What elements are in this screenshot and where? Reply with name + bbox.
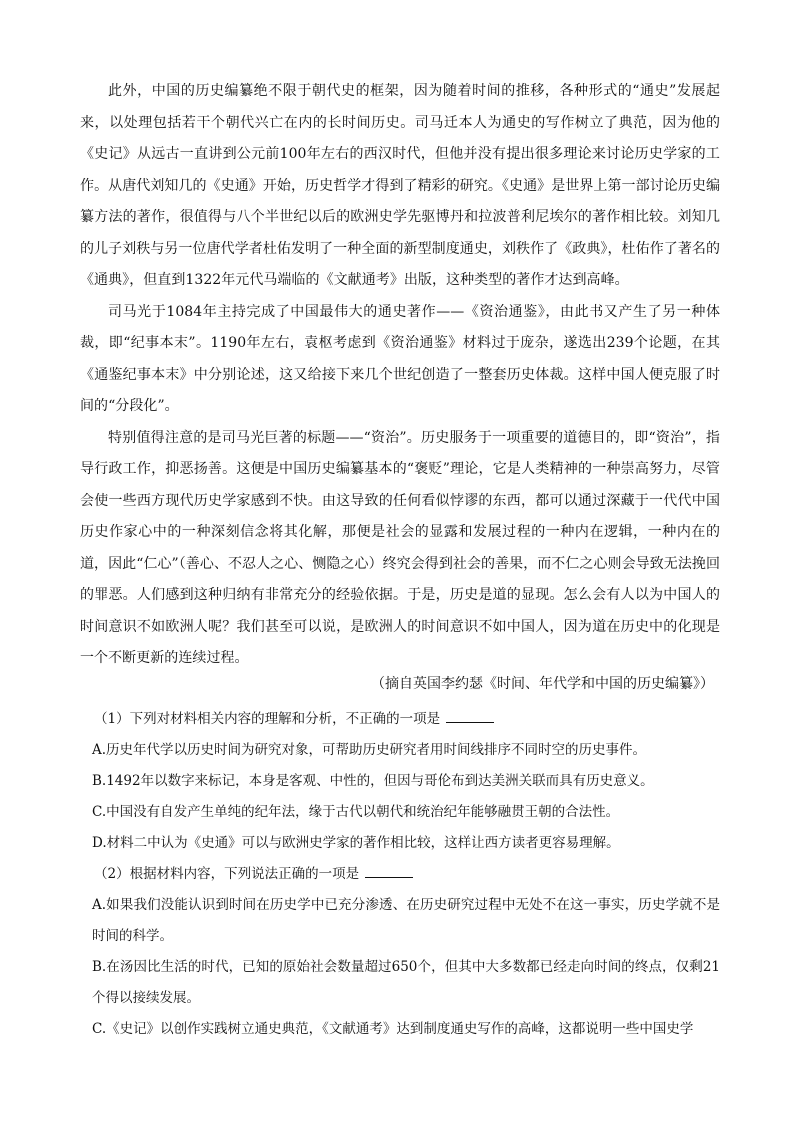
question-1-option-d: D.材料二中认为《史通》可以与欧洲史学家的著作相比较，这样让西方读者更容易理解。 [92,835,620,851]
question-2-option-b: B.在汤因比生活的时代，已知的原始社会数量超过650个，但其中大多数都已经走向时间的终点，仅剩21个得以接续发展。 [92,959,720,1006]
question-2-text: （2）根据材料内容，下列说法正确的一项是 [94,866,360,882]
reading-passage [80,76,720,675]
answer-blank-2[interactable] [365,863,413,878]
question-1-option-b: B.1492年以数字来标记，本身是客观、中性的，但因与哥伦布到达美洲关联而具有历史意义。 [92,773,654,789]
passage-paragraph-2: 司马光于1084年主持完成了中国最伟大的通史著作——《资治通鉴》，由此书又产生了另一种体裁，即“纪事本末”。1190年左右，袁枢考虑到《资治通鉴》材料过于庞杂，遂选出239个论题，在其《通鉴纪事本末》中分别论述，这又给接下来几个世纪创造了一整套历史体裁。这样中国人便克服了时间的“分段化”。 [80,303,720,414]
questions-section [80,704,720,1045]
question-2-option-c: C.《史记》以创作实践树立通史典范，《文献通考》达到制度通史写作的高峰，这都说明一些中国史学 [92,1021,694,1037]
question-1-option-a: A.历史年代学以历史时间为研究对象，可帮助历史研究者用时间线排序不同时空的历史事件。 [92,742,647,758]
source-citation: （摘自英国李约瑟《时间、年代学和中国的历史编纂》） [371,676,714,692]
question-2-stem [80,859,720,890]
answer-blank-1[interactable] [446,708,494,723]
passage-paragraph-1: 此外，中国的历史编纂绝不限于朝代史的框架，因为随着时间的推移，各种形式的“通史”发展起来，以处理包括若干个朝代兴亡在内的长时间历史。司马迁本人为通史的写作树立了典范，因为他的《史记》从远古一直讲到公元前100年左右的西汉时代，但他并没有提出很多理论来讨论历史学家的工作。从唐代刘知几的《史通》开始，历史哲学才得到了精彩的研究。《史通》是世界上第一部讨论历史编纂方法的著作，很值得与八个半世纪以后的欧洲史学先驱博丹和拉波普利尼埃尔的著作相比较。刘知几的儿子刘秩与另一位唐代学者杜佑发明了一种全面的新型制度通史，刘秩作了《政典》，杜佑作了著名的《通典》，但直到1322年元代马端临的《文献通考》出版，这种类型的著作才达到高峰。 [80,83,720,288]
passage-paragraph-3: 特别值得注意的是司马光巨著的标题——“资治”。历史服务于一项重要的道德目的，即“资治”，指导行政工作，抑恶扬善。这便是中国历史编纂基本的“褒贬”理论，它是人类精神的一种崇高努力，尽管会使一些西方现代历史学家感到不快。由这导致的任何看似悖谬的东西，都可以通过深藏于一代代中国历史作家心中的一种深刻信念将其化解，那便是社会的显露和发展过程的一种内在逻辑，一种内在的道，因此“仁心”（善心、不忍人之心、恻隐之心）终究会得到社会的善果，而不仁之心则会导致无法挽回的罪恶。人们感到这种归纳有非常充分的经验依据。于是，历史是道的显现。怎么会有人以为中国人的时间意识不如欧洲人呢？我们甚至可以说，是欧洲人的时间意识不如中国人，因为道在历史中的化现是一个不断更新的连续过程。 [80,429,720,666]
question-1-stem [80,704,720,735]
question-1-text: （1）下列对材料相关内容的理解和分析，不正确的一项是 [94,711,441,727]
question-1-option-c: C.中国没有自发产生单纯的纪年法，缘于古代以朝代和统治纪年能够融贯王朝的合法性。 [92,804,620,820]
question-2-option-a: A.如果我们没能认识到时间在历史学中已充分渗透、在历史研究过程中无处不在这一事实，历史学就不是时间的科学。 [92,897,720,944]
